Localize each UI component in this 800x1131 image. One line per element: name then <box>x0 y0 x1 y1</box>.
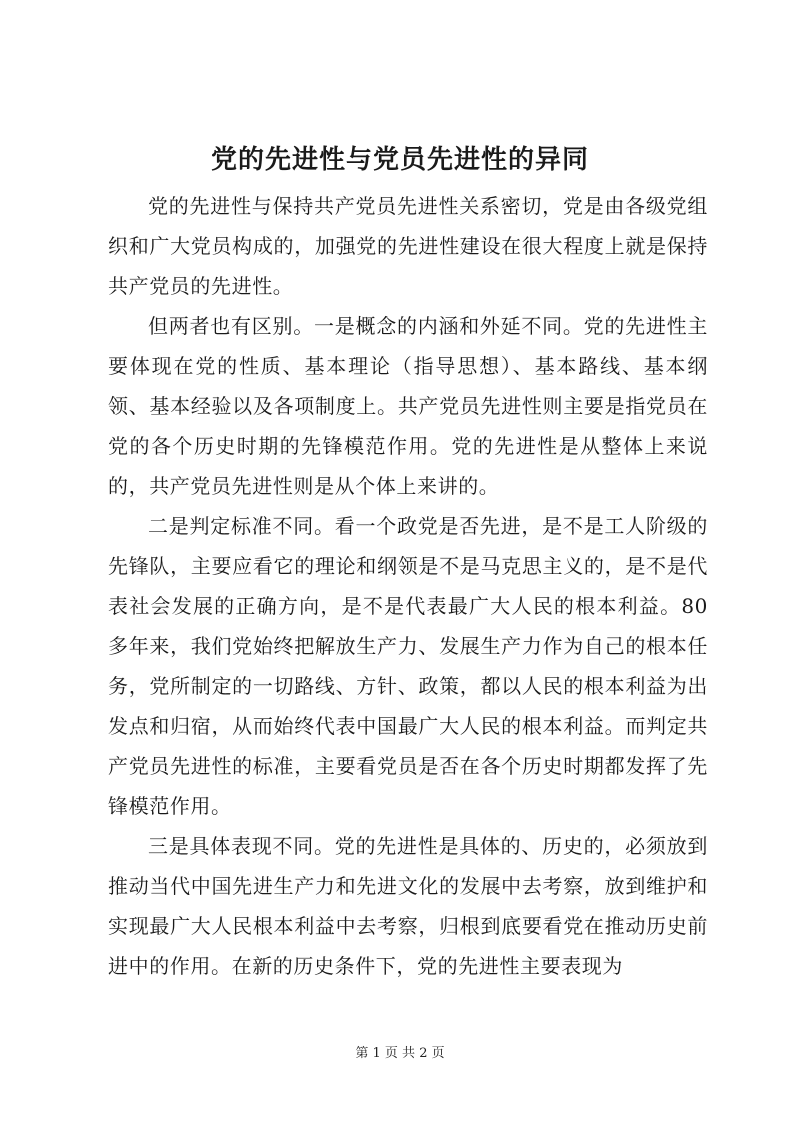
page-footer: 第 1 页 共 2 页 <box>355 1046 445 1061</box>
paragraph-3: 二是判定标准不同。看一个政党是否先进，是不是工人阶级的先锋队，主要应看它的理论和纲领是不是马克思主义的，是不是代表社会发展的正确方向，是不是代表最广大人民的根本利益。80 多年来，我们党始终把解放生产力、发展生产力作为自己的根本任务，党所制定的一切路线、方针、政策，都以人民的根本利益为出发点和归宿，从而始终代表中国最广大人民的根本利益。而判定共产党员先进性的标准，主要看党员是否在各个历史时期都发挥了先锋模范作用。 <box>108 514 708 818</box>
paragraph-2: 但两者也有区别。一是概念的内涵和外延不同。党的先进性主要体现在党的性质、基本理论（指导思想）、基本路线、基本纲领、基本经验以及各项制度上。共产党员先进性则主要是指党员在党的各个历史时期的先锋模范作用。党的先进性是从整体上来说的，共产党员先进性则是从个体上来讲的。 <box>108 314 708 498</box>
paragraph-4: 三是具体表现不同。党的先进性是具体的、历史的，必须放到推动当代中国先进生产力和先进文化的发展中去考察，放到维护和实现最广大人民根本利益中去考察，归根到底要看党在推动历史前进中的作用。在新的历史条件下，党的先进性主要表现为 <box>108 834 708 978</box>
document-body <box>108 186 708 986</box>
document-title: 党的先进性与党员先进性的异同 <box>210 145 589 175</box>
paragraph-1: 党的先进性与保持共产党员先进性关系密切，党是由各级党组织和广大党员构成的，加强党的先进性建设在很大程度上就是保持共产党员的先进性。 <box>108 194 708 298</box>
